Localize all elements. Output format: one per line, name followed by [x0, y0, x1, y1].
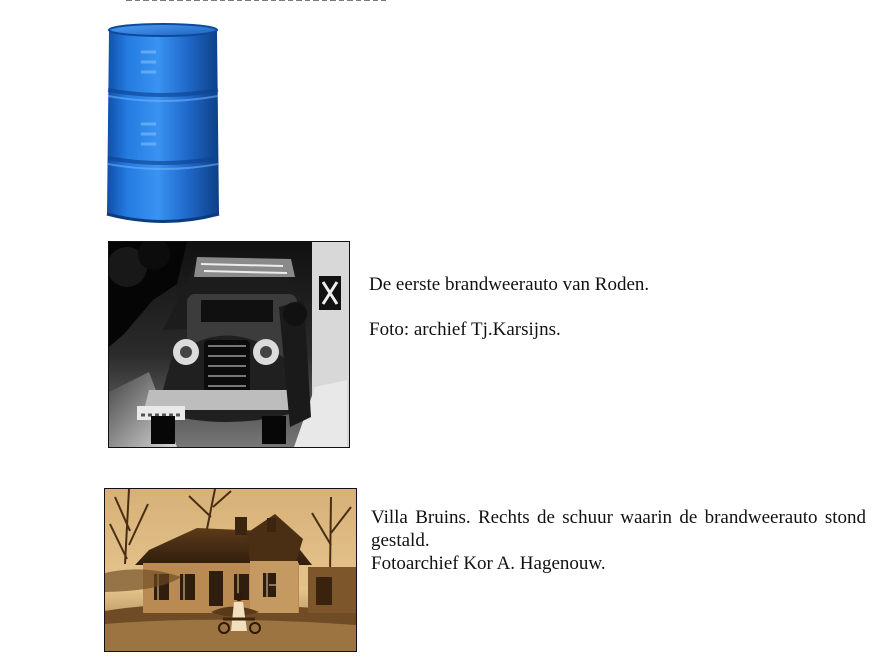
- villa-bruins-photo-svg: [105, 489, 356, 651]
- villa-bruins-description: Villa Bruins. Rechts de schuur waarin de brandweerauto stond gestald.: [371, 507, 866, 551]
- villa-bruins-caption: [371, 506, 866, 575]
- fire-truck-title: De eerste brandweerauto van Roden.: [369, 274, 650, 295]
- villa-bruins-photo-credit: Fotoarchief Kor A. Hagenouw.: [371, 553, 606, 574]
- blue-barrel-icon: [103, 20, 223, 224]
- blue-barrel-image: [103, 20, 223, 224]
- fire-truck-caption: [369, 273, 809, 341]
- fire-truck-photo-svg: [109, 242, 349, 447]
- villa-bruins-photo: [104, 488, 357, 652]
- fire-truck-photo: [108, 241, 350, 448]
- fire-truck-photo-credit: Foto: archief Tj.Karsijns.: [369, 319, 561, 340]
- cut-off-top-text: [126, 0, 386, 2]
